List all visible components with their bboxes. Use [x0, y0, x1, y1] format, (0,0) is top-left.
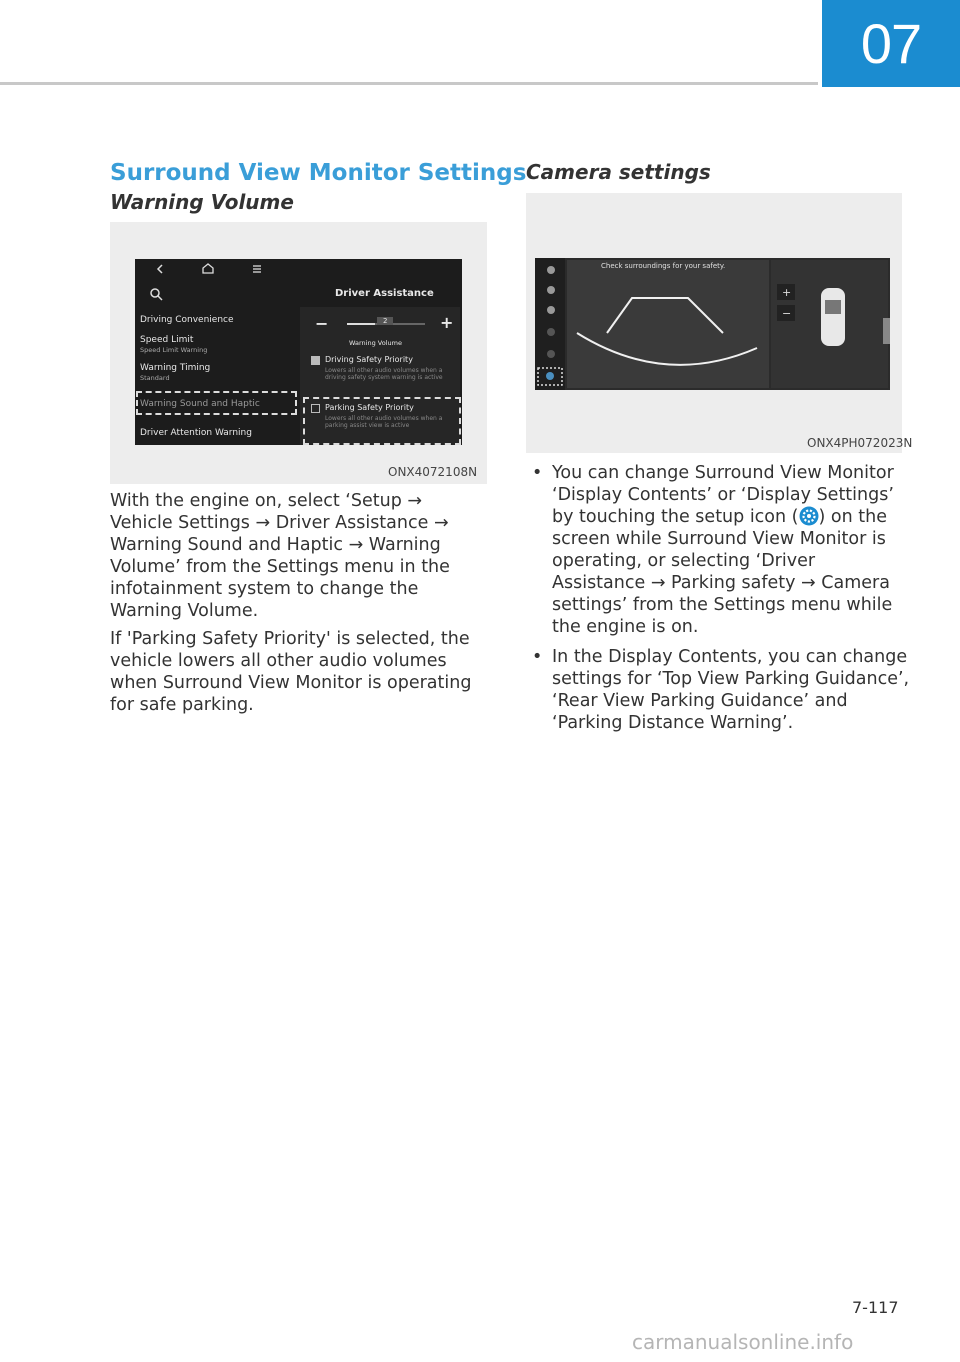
opt2-desc: Lowers all other audio volumes when a parking assist view is active: [325, 415, 443, 429]
volume-slider-fill: [347, 323, 375, 325]
volume-minus-icon: −: [315, 314, 329, 333]
volume-value: 2: [377, 317, 393, 325]
figure2-code: ONX4PH072023N: [807, 436, 913, 450]
search-icon: [149, 287, 163, 301]
camera-screen: [535, 258, 890, 390]
svg-text:−: −: [782, 307, 792, 320]
warning-volume-title: Warning Volume: [110, 190, 294, 214]
chapter-number: 07: [860, 12, 922, 75]
menu-item-warning-timing: Warning Timing Standard: [140, 363, 211, 382]
opt2-label: Parking Safety Priority: [325, 403, 414, 412]
chapter-tab: [822, 0, 960, 87]
section-title: Surround View Monitor Settings: [110, 160, 527, 186]
camera-banner: Check surroundings for your safety.: [601, 262, 726, 270]
volume-label: Warning Volume: [349, 339, 402, 347]
svg-text:+: +: [782, 286, 792, 299]
warning-volume-para2: If 'Parking Safety Priority' is selected, the vehicle lowers all other audio volumes when Surround View Monitor is operating for safe parking.: [110, 629, 472, 715]
menu-item-driving-convenience: Driving Convenience: [140, 315, 234, 325]
opt1-desc: Lowers all other audio volumes when a driving safety system warning is active: [325, 367, 443, 381]
camera-bullets: [526, 462, 910, 742]
menu-item-driver-attention: Driver Attention Warning: [140, 428, 252, 438]
page-number: 7-117: [852, 1298, 899, 1317]
bullet-item: • You can change Surround View Monitor ‘Display Contents’ or ‘Display Settings’ by touching the setup icon ( ) on the screen while Surround View Monitor is operating, or selecting ‘Driver Assistance → Parking safety → Camera settings’ from the Settings menu while the engine is on.: [532, 463, 894, 637]
watermark: carmanualsonline.info: [632, 1330, 854, 1354]
settings-screen: [135, 259, 462, 445]
bullet-item: • In the Display Contents, you can change settings for ‘Top View Parking Guidance’, ‘Rear View Parking Guidance’ and ‘Parking Distance Warning’.: [532, 647, 910, 733]
top-bar-icons: [135, 259, 462, 281]
figure1-code: ONX4072108N: [388, 465, 478, 479]
opt1-label: Driving Safety Priority: [325, 355, 413, 364]
camera-settings-title: Camera settings: [526, 160, 711, 184]
header-rule: [0, 82, 818, 85]
highlight-parking-safety: [303, 397, 461, 445]
screen-header: Driver Assistance: [335, 288, 434, 299]
setup-gear-icon: [799, 506, 819, 526]
camera-view-graphic: [535, 258, 890, 390]
volume-plus-icon: +: [440, 313, 454, 332]
menu-item-speed-limit: Speed Limit Speed Limit Warning: [140, 335, 208, 354]
highlight-warning-sound: [136, 391, 297, 415]
driving-safety-checkbox: [311, 356, 320, 365]
menu-item-warning-sound: Warning Sound and Haptic: [140, 399, 260, 409]
warning-volume-para1: With the engine on, select ‘Setup → Vehicle Settings → Driver Assistance → Warning Sound and Haptic → Warning Volume’ from the Settings menu in the infotainment system to change the Warning Volume.: [110, 491, 450, 621]
